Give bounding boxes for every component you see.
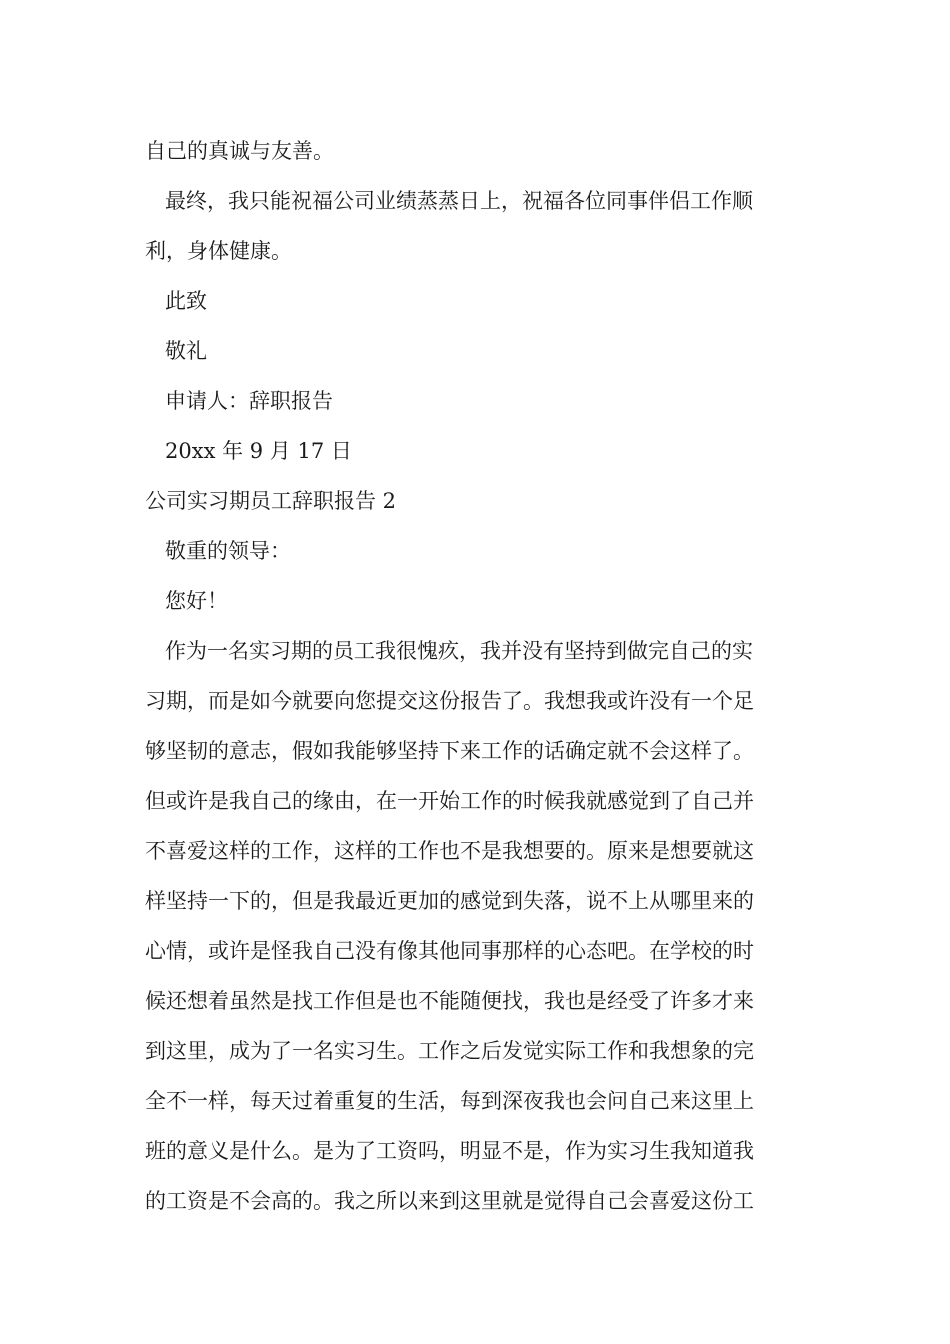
closing-phrase: 此致 — [165, 289, 207, 313]
paragraph-line: 够坚韧的意志，假如我能够坚持下来工作的话确定就不会这样了。 — [145, 739, 754, 763]
paragraph-line: 的工资是不会高的。我之所以来到这里就是觉得自己会喜爱这份工 — [145, 1189, 754, 1213]
section-title: 公司实习期员工辞职报告 2 — [145, 489, 397, 513]
paragraph-line: 样坚持一下的，但是我最近更加的感觉到失落，说不上从哪里来的 — [145, 889, 754, 913]
text-line: 利，身体健康。 — [145, 239, 292, 263]
document-body — [145, 126, 805, 1226]
text-line: 最终，我只能祝福公司业绩蒸蒸日上，祝福各位同事伴侣工作顺 — [165, 189, 753, 213]
paragraph-line: 全不一样，每天过着重复的生活，每到深夜我也会问自己来这里上 — [145, 1089, 754, 1113]
paragraph-line: 心情，或许是怪我自己没有像其他同事那样的心态吧。在学校的时 — [145, 939, 754, 963]
paragraph-line: 作为一名实习期的员工我很愧疚，我并没有坚持到做完自己的实 — [165, 639, 753, 663]
paragraph-line: 候还想着虽然是找工作但是也不能随便找，我也是经受了许多才来 — [145, 989, 754, 1013]
paragraph-line: 不喜爱这样的工作，这样的工作也不是我想要的。原来是想要就这 — [145, 839, 754, 863]
salutation: 敬重的领导： — [165, 539, 291, 563]
text-line: 自己的真诚与友善。 — [145, 139, 334, 163]
paragraph-line: 但或许是我自己的缘由，在一开始工作的时候我就感觉到了自己并 — [145, 789, 754, 813]
paragraph-line: 到这里，成为了一名实习生。工作之后发觉实际工作和我想象的完 — [145, 1039, 754, 1063]
paragraph-line: 习期，而是如今就要向您提交这份报告了。我想我或许没有一个足 — [145, 689, 754, 713]
paragraph-line: 班的意义是什么。是为了工资吗，明显不是，作为实习生我知道我 — [145, 1139, 754, 1163]
date-line: 20xx 年 9 月 17 日 — [165, 439, 352, 463]
closing-salute: 敬礼 — [165, 339, 207, 363]
applicant-line: 申请人：辞职报告 — [165, 389, 333, 413]
greeting: 您好！ — [165, 589, 228, 613]
